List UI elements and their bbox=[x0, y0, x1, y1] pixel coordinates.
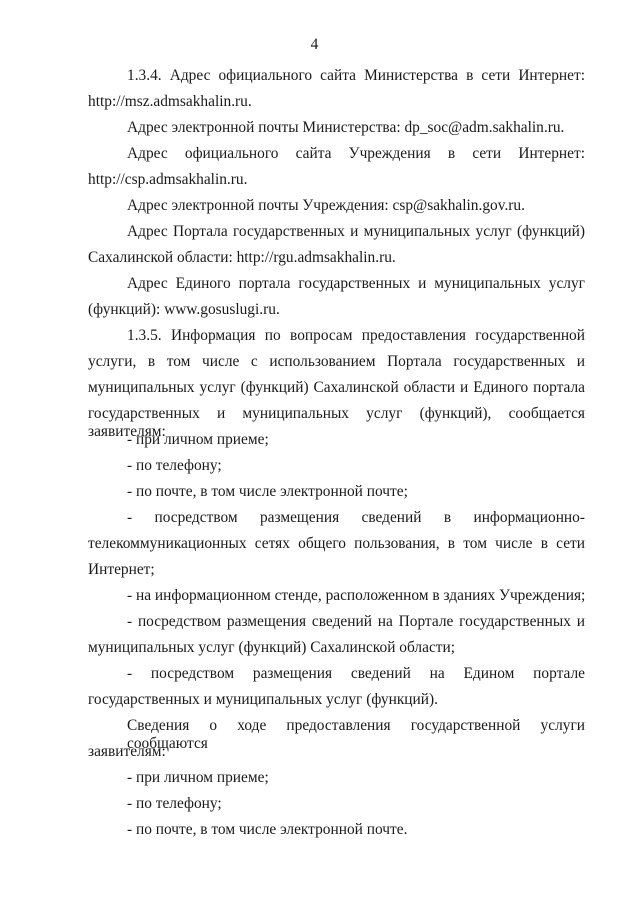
text-line: Сахалинской области: http://rgu.admsakhalin.ru. bbox=[88, 249, 396, 266]
text-line: (функций): www.gosuslugi.ru. bbox=[88, 301, 280, 318]
text-line: http://csp.admsakhalin.ru. bbox=[88, 171, 248, 188]
text-line: - посредством размещения сведений в информационно- bbox=[127, 509, 585, 526]
text-line: - при личном приеме; bbox=[127, 431, 269, 448]
text-line: муниципальных услуг (функций) Сахалинской области; bbox=[88, 639, 456, 656]
text-line: заявителям: bbox=[88, 743, 166, 760]
text-line: Адрес Единого портала государственных и муниципальных услуг bbox=[127, 275, 585, 292]
text-line: 1.3.4. Адрес официального сайта Министерства в сети Интернет: bbox=[127, 67, 585, 84]
text-line: услуги, в том числе с использованием Портала государственных и bbox=[88, 353, 585, 370]
text-line: - по телефону; bbox=[127, 795, 222, 812]
text-line: государственных и муниципальных услуг (функций), сообщается заявителям: bbox=[88, 405, 585, 440]
page-number: 4 bbox=[310, 36, 319, 53]
text-line: Интернет; bbox=[88, 561, 155, 578]
text-line: - по телефону; bbox=[127, 457, 222, 474]
text-line: Адрес Портала государственных и муниципальных услуг (функций) bbox=[127, 223, 585, 240]
text-line: - по почте, в том числе электронной почте. bbox=[127, 821, 408, 838]
text-line: Адрес электронной почты Министерства: dp_soc@adm.sakhalin.ru. bbox=[127, 119, 565, 136]
text-line: - по почте, в том числе электронной почте; bbox=[127, 483, 408, 500]
text-line: - посредством размещения сведений на Портале государственных и bbox=[127, 613, 585, 630]
text-line: Адрес электронной почты Учреждения: csp@sakhalin.gov.ru. bbox=[127, 197, 525, 214]
text-line: http://msz.admsakhalin.ru. bbox=[88, 93, 252, 110]
text-line: 1.3.5. Информация по вопросам предоставления государственной bbox=[127, 327, 585, 344]
text-line: - на информационном стенде, расположенном в зданиях Учреждения; bbox=[127, 587, 586, 604]
text-line: Сведения о ходе предоставления государственной услуги сообщаются bbox=[127, 717, 585, 752]
text-line: телекоммуникационных сетях общего пользования, в том числе в сети bbox=[88, 535, 585, 552]
text-line: - при личном приеме; bbox=[127, 769, 269, 786]
text-line: муниципальных услуг (функций) Сахалинской области и Единого портала bbox=[88, 379, 585, 396]
text-line: Адрес официального сайта Учреждения в сети Интернет: bbox=[127, 145, 585, 162]
text-line: государственных и муниципальных услуг (функций). bbox=[88, 691, 438, 708]
text-line: - посредством размещения сведений на Едином портале bbox=[127, 665, 585, 682]
